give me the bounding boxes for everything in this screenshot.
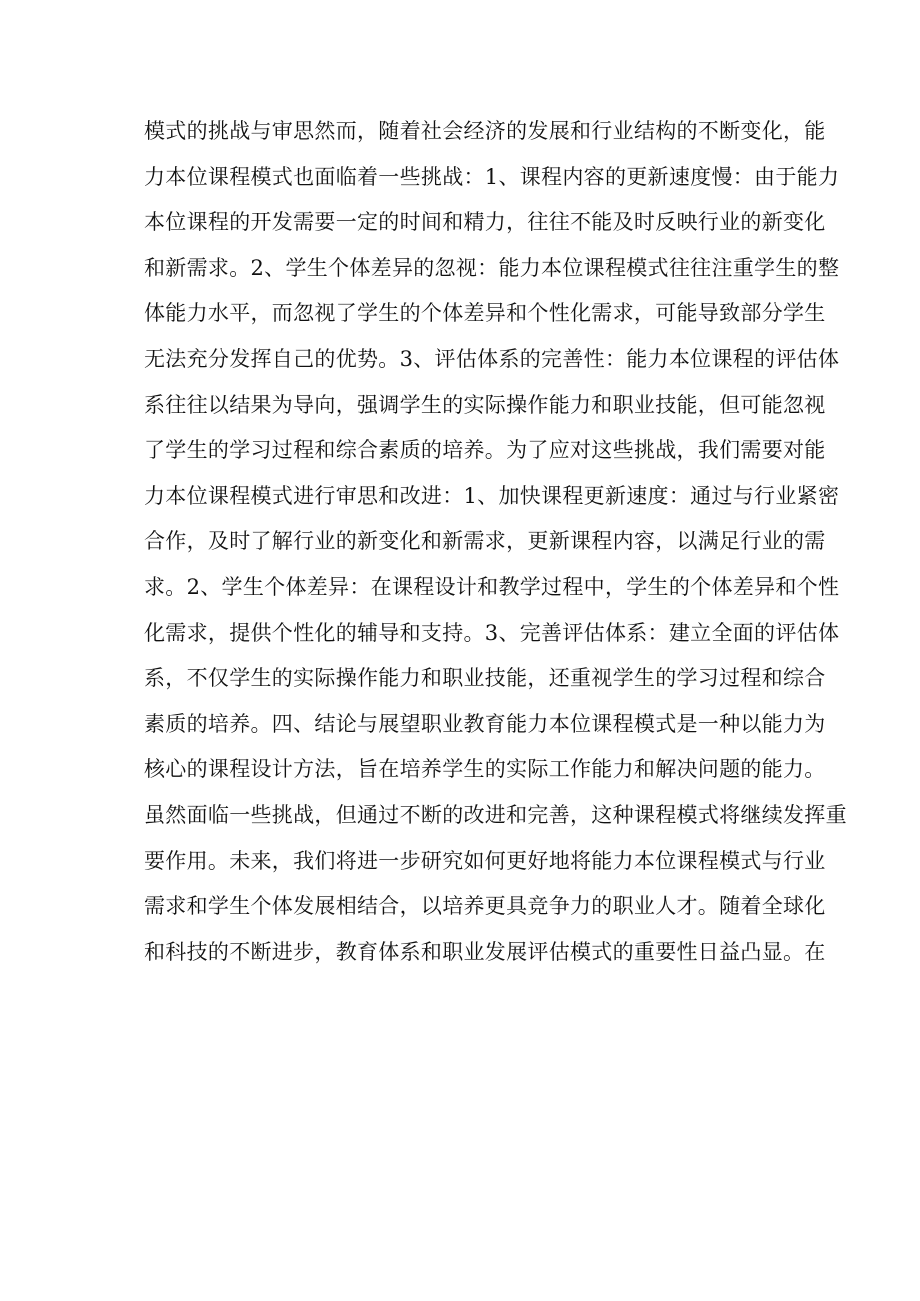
- text-line: 核心的课程设计方法，旨在培养学生的实际工作能力和解决问题的能力。: [144, 757, 826, 782]
- text-line: 虽然面临一些挑战，但通过不断的改进和完善，这种课程模式将继续发挥重: [144, 802, 847, 827]
- text-line: 求。2、学生个体差异：在课程设计和教学过程中，学生的个体差异和个性: [144, 574, 840, 599]
- text-line: 力本位课程模式也面临着一些挑战：1、课程内容的更新速度慢：由于能力: [144, 164, 840, 189]
- text-line: 和新需求。2、学生个体差异的忽视：能力本位课程模式往往注重学生的整: [144, 255, 840, 280]
- text-line: 系，不仅学生的实际操作能力和职业技能，还重视学生的学习过程和综合: [144, 666, 826, 691]
- text-line: 合作，及时了解行业的新变化和新需求，更新课程内容，以满足行业的需: [144, 529, 826, 554]
- text-line: 要作用。未来，我们将进一步研究如何更好地将能力本位课程模式与行业: [144, 848, 826, 873]
- text-line: 系往往以结果为导向，强调学生的实际操作能力和职业技能，但可能忽视: [144, 392, 826, 417]
- body-text: [144, 109, 847, 975]
- text-line: 化需求，提供个性化的辅导和支持。3、完善评估体系：建立全面的评估体: [144, 620, 840, 645]
- text-line: 力本位课程模式进行审思和改进：1、加快课程更新速度：通过与行业紧密: [144, 483, 840, 508]
- text-line: 体能力水平，而忽视了学生的个体差异和个性化需求，可能导致部分学生: [144, 301, 826, 326]
- text-line: 需求和学生个体发展相结合，以培养更具竞争力的职业人才。随着全球化: [144, 894, 826, 919]
- text-line: 无法充分发挥自己的优势。3、评估体系的完善性：能力本位课程的评估体: [144, 346, 840, 371]
- text-line: 和科技的不断进步，教育体系和职业发展评估模式的重要性日益凸显。在: [144, 939, 826, 964]
- text-line: 本位课程的开发需要一定的时间和精力，往往不能及时反映行业的新变化: [144, 210, 826, 235]
- text-line: 了学生的学习过程和综合素质的培养。为了应对这些挑战，我们需要对能: [144, 438, 826, 463]
- text-line: 素质的培养。四、结论与展望职业教育能力本位课程模式是一种以能力为: [144, 711, 826, 736]
- text-line: 模式的挑战与审思然而，随着社会经济的发展和行业结构的不断变化，能: [144, 119, 826, 143]
